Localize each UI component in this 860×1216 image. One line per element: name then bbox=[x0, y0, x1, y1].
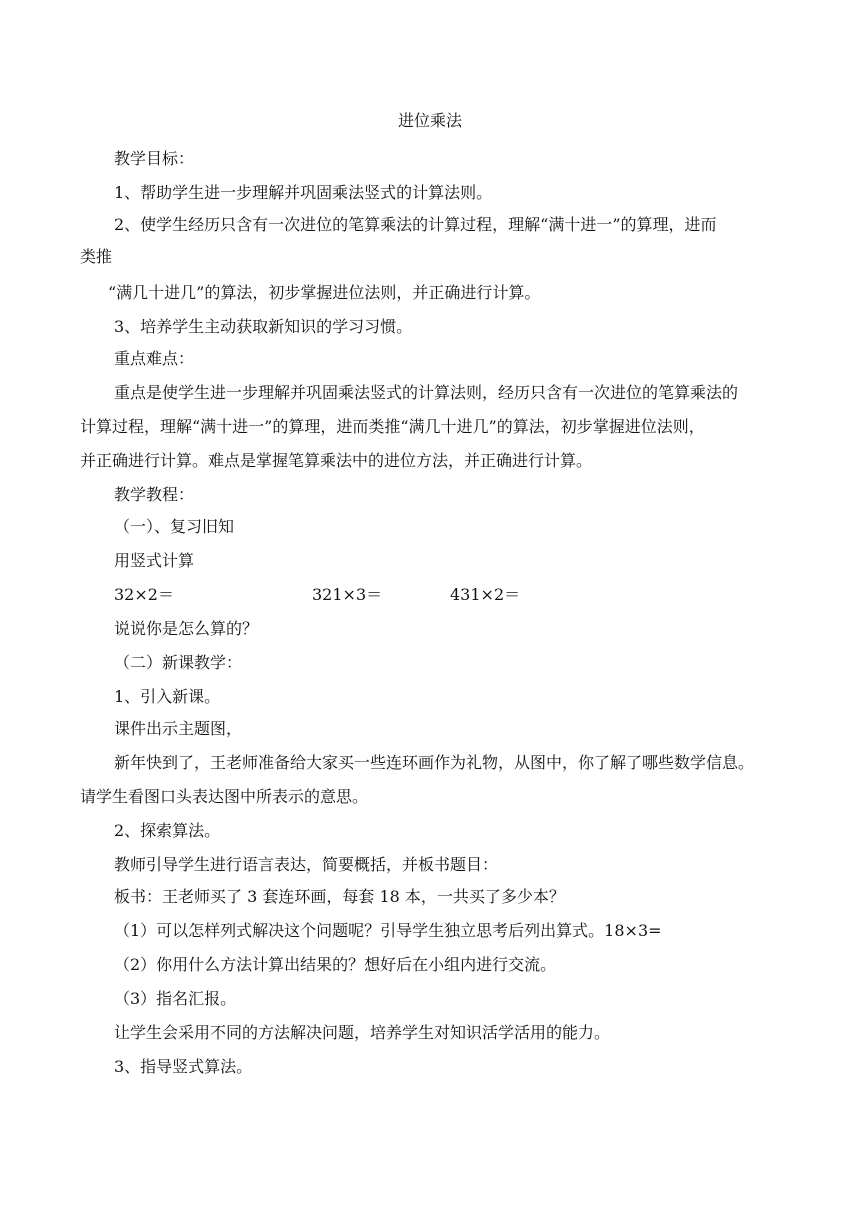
objectives-heading: 教学目标： bbox=[114, 149, 195, 168]
keypoints-heading: 重点难点： bbox=[114, 349, 195, 368]
objective-2-line-2: 类推 bbox=[80, 247, 113, 266]
keypoints-line-1: 重点是使学生进一步理解并巩固乘法竖式的计算法则，经历只含有一次进位的笔算乘法的 bbox=[114, 383, 739, 402]
teacher-guide: 教师引导学生进行语言表达，简要概括，并板书题目： bbox=[114, 855, 499, 874]
keypoints-line-3: 并正确进行计算。难点是掌握笔算乘法中的进位方法，并正确进行计算。 bbox=[80, 451, 593, 470]
expression-2: 321×3＝ bbox=[312, 585, 383, 604]
step-2: 2、探索算法。 bbox=[114, 821, 221, 840]
say-how-question: 说说你是怎么算的？ bbox=[114, 619, 259, 638]
section-2-heading: （二）新课教学： bbox=[114, 653, 243, 672]
step-1: 1、引入新课。 bbox=[114, 687, 221, 706]
summary-text: 让学生会采用不同的方法解决问题，培养学生对知识活学活用的能力。 bbox=[114, 1023, 611, 1042]
objective-2-line-3: “满几十进几”的算法，初步掌握进位法则，并正确进行计算。 bbox=[108, 283, 541, 302]
section-1-heading: （一）、复习旧知 bbox=[114, 517, 235, 536]
step-3: 3、指导竖式算法。 bbox=[114, 1057, 253, 1076]
question-3: （3）指名汇报。 bbox=[114, 989, 237, 1008]
document-title: 进位乘法 bbox=[397, 111, 462, 130]
courseware-text: 课件出示主题图， bbox=[114, 719, 243, 738]
expression-1: 32×2＝ bbox=[114, 585, 174, 604]
question-1: （1）可以怎样列式解决这个问题呢？引导学生独立思考后列出算式。18×3= bbox=[114, 921, 662, 940]
objective-1: 1、帮助学生进一步理解并巩固乘法竖式的计算法则。 bbox=[114, 183, 493, 202]
board-text: 板书：王老师买了 3 套连环画，每套 18 本，一共买了多少本？ bbox=[114, 887, 565, 906]
keypoints-line-2: 计算过程，理解“满十进一”的算理，进而类推“满几十进几”的算法，初步掌握进位法则， bbox=[80, 417, 705, 436]
question-2: （2）你用什么方法计算出结果的？想好后在小组内进行交流。 bbox=[114, 955, 557, 974]
vertical-calc-label: 用竖式计算 bbox=[114, 551, 195, 570]
objective-3: 3、培养学生主动获取新知识的学习习惯。 bbox=[114, 317, 413, 336]
objective-2-line-1: 2、使学生经历只含有一次进位的笔算乘法的计算过程，理解“满十进一”的算理，进而 bbox=[114, 215, 717, 234]
process-heading: 教学教程： bbox=[114, 485, 195, 504]
story-line-1: 新年快到了，王老师准备给大家买一些连环画作为礼物，从图中，你了解了哪些数学信息。 bbox=[114, 753, 755, 772]
expression-3: 431×2＝ bbox=[450, 585, 521, 604]
story-line-2: 请学生看图口头表达图中所表示的意思。 bbox=[80, 787, 369, 806]
